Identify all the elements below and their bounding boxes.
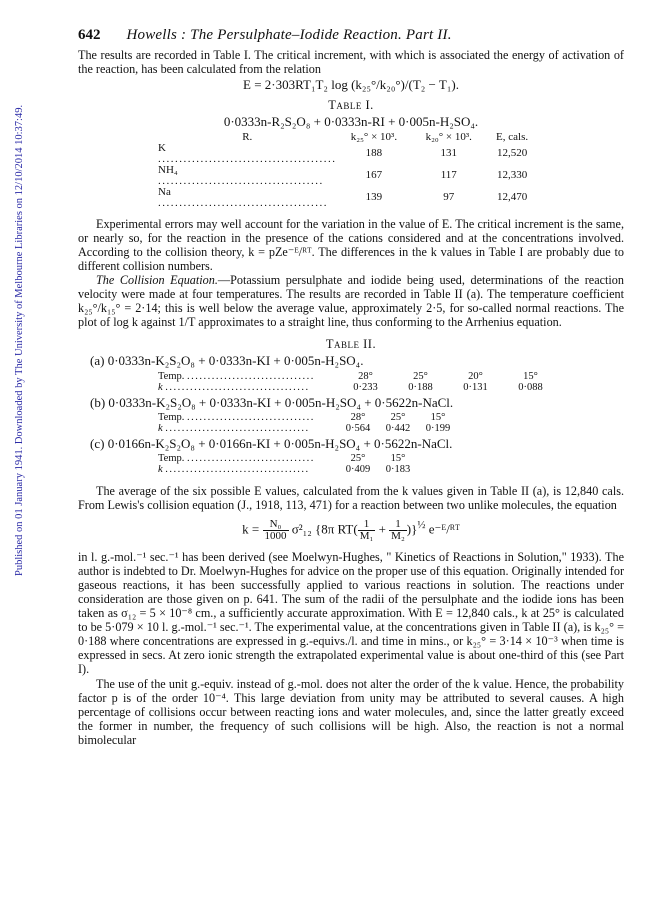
- fraction-1-m2: $\frac{1}{\text{M₂}}$: [391, 517, 405, 542]
- table-1-header-r: R.: [242, 130, 253, 143]
- table-2c: [158, 453, 418, 476]
- table-cell-k25: 188: [365, 147, 383, 160]
- table-2b: [158, 412, 458, 435]
- table-cell-k25: 167: [365, 169, 383, 182]
- collision-equation: k = $\frac{\text{N₀}}{1000}$ σ²₁₂ {8π RT( $\frac{1}{\text{M₁}}$ + $\frac{1}{\text{M₂}}$ )}$^{\frac{1}{2}}$ e⁻ᴱ/ᴿᵀ: [242, 517, 460, 542]
- temp-label: Temp. ...............................: [158, 370, 315, 382]
- table-cell: 0·088: [518, 382, 543, 393]
- table-1-formula: 0·0333n-R₂S₂O₈ + 0·0333n-RI + 0·005n-H₂SO₄.: [223, 114, 479, 130]
- table-row: [158, 143, 538, 165]
- table-cell-k20: 97: [443, 191, 455, 204]
- table-cell: 15°: [523, 370, 538, 382]
- table-cell: 15°: [430, 411, 446, 423]
- table-1-header-k25: k₂₅° × 10³.: [350, 130, 398, 143]
- table-1-header-row: [158, 132, 538, 143]
- k-label: k ...................................: [158, 382, 310, 393]
- table-row: [158, 423, 458, 435]
- table-cell: 0·183: [385, 464, 411, 476]
- table-2a: [158, 371, 558, 394]
- paragraph-6: The use of the unit g.-equiv. instead of g.-mol. does not alter the order of the k value. Hence, the probability factor p is of the order 10⁻⁴. This large deviation from unity may be attributed to several causes. A high percentage of collisions occur between reacting ions and water molecules, and, since the latter greatly exceed the former in number, the frequency of such collisions will be high. Also, the reaction is not a normal bimolecular: [78, 676, 624, 747]
- running-header: [78, 28, 624, 42]
- paragraph-1: The results are recorded in Table I. The critical increment, with which is associated the energy of activation of the reaction, has been calculated from the relation: [78, 48, 624, 77]
- table-row: [158, 453, 418, 465]
- table-cell-r: NH₄ .......................................: [158, 163, 324, 187]
- download-watermark: [2, 16, 25, 596]
- table-cell: 28°: [358, 370, 373, 382]
- table-2c-formula: (c) 0·0166n-K₂S₂O₈ + 0·0166n-KI + 0·005n-H₂SO₄ + 0·5622n-NaCl.: [90, 435, 453, 451]
- table-2-caption: Table II.: [325, 337, 377, 352]
- table-cell: 0·442: [385, 423, 411, 435]
- table-cell-k20: 117: [440, 169, 457, 182]
- table-row: [158, 187, 538, 209]
- table-row: [158, 165, 538, 187]
- fraction-1-m1: $\frac{1}{\text{M₁}}$: [359, 517, 374, 542]
- table-row: [158, 464, 418, 476]
- table-cell: 25°: [390, 411, 406, 423]
- running-title: Howells : The Persulphate–Iodide Reaction. Part II.: [126, 27, 452, 43]
- fraction-n0-1000: $\frac{\text{N₀}}{1000}$: [264, 517, 287, 542]
- paragraph-5: in l. g.-mol.⁻¹ sec.⁻¹ has been derived (see Moelwyn-Hughes, " Kinetics of Reactions in Solution," 1933). The author is indebted to Dr. Moelwyn-Hughes for advice on the proper use of this equation. Originally intended for gaseous reactions, it has been successfully applied to various reactions in solution. The reactions under consideration are those given on p. 641. The sum of the radii of the persulphate and the iodide ions has been taken as σ₁₂ = 5 × 10⁻⁸ cm., a sufficiently accurate approximation. With E = 12,840 cals., k at 25° is calculated to be 5·079 × 10 l. g.-mol.⁻¹ sec.⁻¹. The experimental value, at the concentrations given in Table II (a), is k₂₅° = 0·188 where concentrations are expressed in g.-equivs./l. and time in mins., or k₂₅° = 3·14 × 10⁻³ when time is expressed in secs. At zero ionic strength the extrapolated experimental value is about one-third of this (see Part I).: [78, 549, 624, 677]
- table-cell: 28°: [350, 411, 366, 423]
- table-cell-r: Na ........................................: [158, 185, 328, 209]
- table-cell-e: 12,470: [496, 191, 528, 204]
- paragraph-4: The average of the six possible E values, calculated from the k values given in Table II (a), is 12,840 cals. From Lewis's collision equation (J., 1918, 113, 471) for a reaction between two unlike molecules, the equation: [78, 483, 624, 512]
- table-row: [158, 382, 558, 394]
- table-cell: 0·199: [425, 423, 451, 435]
- activation-equation: E = 2·303RT₁T₂ log (k₂₅°/k₂₀°)/(T₂ − T₁).: [243, 77, 459, 93]
- table-1: [158, 132, 538, 209]
- page-body: [78, 28, 624, 747]
- table-cell: 0·409: [345, 464, 371, 476]
- table-cell-r: K ..........................................: [158, 141, 337, 165]
- table-cell-e: 12,330: [496, 169, 528, 182]
- table-cell-k25: 139: [365, 191, 383, 204]
- page-number: 642: [78, 27, 101, 43]
- table-1-header-k20: k₂₀° × 10³.: [425, 130, 472, 143]
- table-cell: 0·131: [463, 382, 488, 393]
- temp-label: Temp. ...............................: [158, 411, 315, 423]
- section-title: The Collision Equation.: [96, 272, 218, 287]
- table-cell-e: 12,520: [496, 147, 528, 160]
- table-cell: 20°: [468, 370, 483, 382]
- table-1-header-e: E, cals.: [496, 130, 529, 143]
- table-1-caption: Table I.: [328, 98, 374, 113]
- table-cell: 0·188: [408, 382, 433, 393]
- paragraph-3: The Collision Equation.—Potassium persulphate and iodide being used, determinations of the reaction velocity were made at four temperatures. The results are recorded in Table II (a). The temperature coefficient k₂₅°/k₁₅° = 2·14; this is well below the average value, approximately 2·5, for so-called normal reactions. The plot of log k against 1/T approximates to a straight line, thus conforming to the Arrhenius equation.: [78, 272, 624, 330]
- table-cell: 25°: [413, 370, 428, 382]
- table-cell: 25°: [350, 452, 366, 464]
- download-watermark-text: Published on 01 January 1941. Downloaded by The University of Melbourne Libraries on 12/10/2014 10:37:49.: [14, 104, 25, 576]
- table-cell: 15°: [390, 452, 406, 464]
- table-2b-formula: (b) 0·0333n-K₂S₂O₈ + 0·0333n-KI + 0·005n-H₂SO₄ + 0·5622n-NaCl.: [90, 394, 454, 410]
- paragraph-2: Experimental errors may well account for the variation in the value of E. The critical increment is the same, or nearly so, for the reaction in the presence of the cations considered and at the concentrations involved. According to the collision theory, k = pZe⁻ᴱ/ᴿᵀ. The differences in the k values in Table I are probably due to different collision numbers.: [78, 216, 624, 273]
- table-cell-k20: 131: [440, 147, 457, 160]
- temp-label: Temp. ...............................: [158, 452, 315, 464]
- table-cell: 0·233: [353, 382, 378, 393]
- table-cell: 0·564: [345, 423, 371, 435]
- table-row: [158, 412, 458, 424]
- k-label: k ...................................: [158, 464, 310, 476]
- table-row: [158, 371, 558, 383]
- table-2a-formula: (a) 0·0333n-K₂S₂O₈ + 0·0333n-KI + 0·005n-H₂SO₄.: [90, 353, 364, 369]
- k-label: k ...................................: [158, 423, 310, 435]
